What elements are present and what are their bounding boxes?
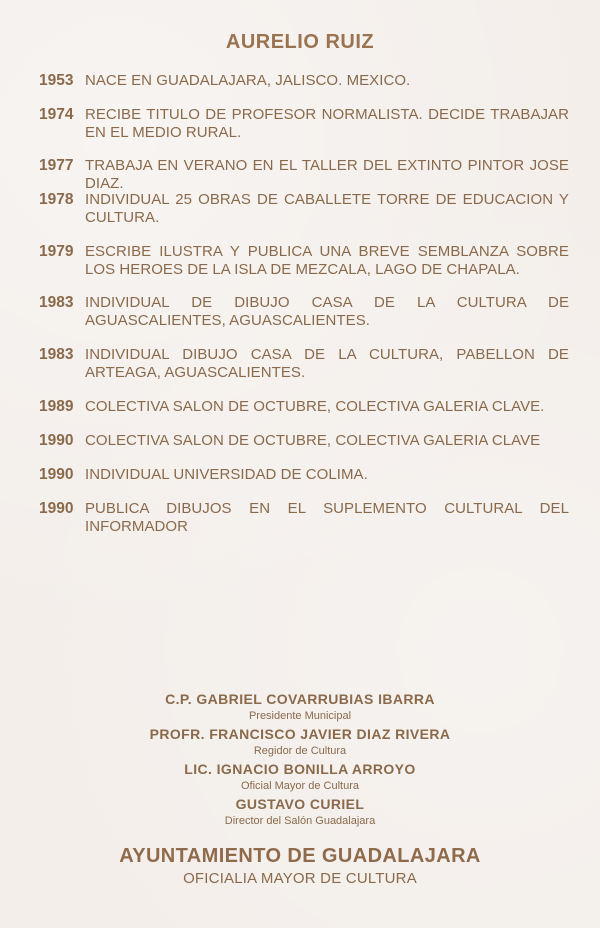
timeline-entry	[39, 72, 569, 90]
credit-role: Regidor de Cultura	[253, 745, 347, 757]
credit-role: Presidente Municipal	[248, 710, 352, 722]
credit-name: LIC. IGNACIO BONILLA ARROYO	[184, 761, 416, 777]
timeline-year: 1990	[39, 432, 74, 449]
timeline-entry	[39, 346, 569, 382]
timeline-year: 1978	[39, 191, 74, 208]
credit-name: PROFR. FRANCISCO JAVIER DIAZ RIVERA	[149, 726, 451, 742]
timeline-text: TRABAJA EN VERANO EN EL TALLER DEL EXTINTO PINTOR JOSE DIAZ.	[85, 157, 569, 192]
credit-name: GUSTAVO CURIEL	[235, 796, 365, 812]
timeline-year: 1953	[39, 72, 74, 89]
timeline-text: INDIVIDUAL DIBUJO CASA DE LA CULTURA, PABELLON DE ARTEAGA, AGUASCALIENTES.	[85, 346, 569, 381]
timeline-year: 1990	[39, 466, 74, 483]
timeline-text: INDIVIDUAL UNIVERSIDAD DE COLIMA.	[85, 466, 368, 483]
timeline-year: 1990	[39, 500, 74, 517]
timeline-text: PUBLICA DIBUJOS EN EL SUPLEMENTO CULTURAL DEL INFORMADOR	[85, 500, 569, 535]
page-title: AURELIO RUIZ	[225, 31, 375, 53]
timeline-entry	[39, 106, 569, 142]
timeline-year: 1983	[39, 346, 74, 363]
timeline-entry	[39, 243, 569, 279]
credits-block	[0, 690, 600, 830]
office-name: OFICIALIA MAYOR DE CULTURA	[183, 870, 417, 887]
timeline-text: RECIBE TITULO DE PROFESOR NORMALISTA. DECIDE TRABAJAR EN EL MEDIO RURAL.	[85, 106, 569, 141]
credit-role: Oficial Mayor de Cultura	[241, 780, 359, 792]
timeline-year: 1974	[39, 106, 74, 123]
timeline-year: 1989	[39, 398, 74, 415]
timeline-text: INDIVIDUAL DE DIBUJO CASA DE LA CULTURA DE AGUASCALIENTES, AGUASCALIENTES.	[85, 294, 569, 329]
timeline-year: 1977	[39, 157, 74, 174]
timeline-year: 1979	[39, 243, 74, 260]
footer-block	[0, 843, 600, 888]
timeline-text: ESCRIBE ILUSTRA Y PUBLICA UNA BREVE SEMBLANZA SOBRE LOS HEROES DE LA ISLA DE MEZCALA, LAGO DE CHAPALA.	[85, 243, 569, 278]
timeline-entry	[39, 191, 569, 227]
timeline-text: NACE EN GUADALAJARA, JALISCO. MEXICO.	[85, 72, 411, 89]
timeline-year: 1983	[39, 294, 74, 311]
timeline-entry	[39, 294, 569, 330]
credit-name: C.P. GABRIEL COVARRUBIAS IBARRA	[165, 691, 435, 707]
timeline-text: INDIVIDUAL 25 OBRAS DE CABALLETE TORRE DE EDUCACION Y CULTURA.	[85, 191, 569, 226]
timeline-entry	[39, 432, 569, 450]
timeline-entry	[39, 500, 569, 536]
timeline-entry	[39, 398, 569, 416]
credit-role: Director del Salón Guadalajara	[224, 815, 376, 827]
institution-name: AYUNTAMIENTO DE GUADALAJARA	[119, 845, 481, 867]
timeline-entry	[39, 466, 569, 484]
timeline-text: COLECTIVA SALON DE OCTUBRE, COLECTIVA GALERIA CLAVE	[85, 432, 541, 449]
timeline-entry	[39, 157, 569, 193]
timeline-text: COLECTIVA SALON DE OCTUBRE, COLECTIVA GALERIA CLAVE.	[85, 398, 545, 415]
